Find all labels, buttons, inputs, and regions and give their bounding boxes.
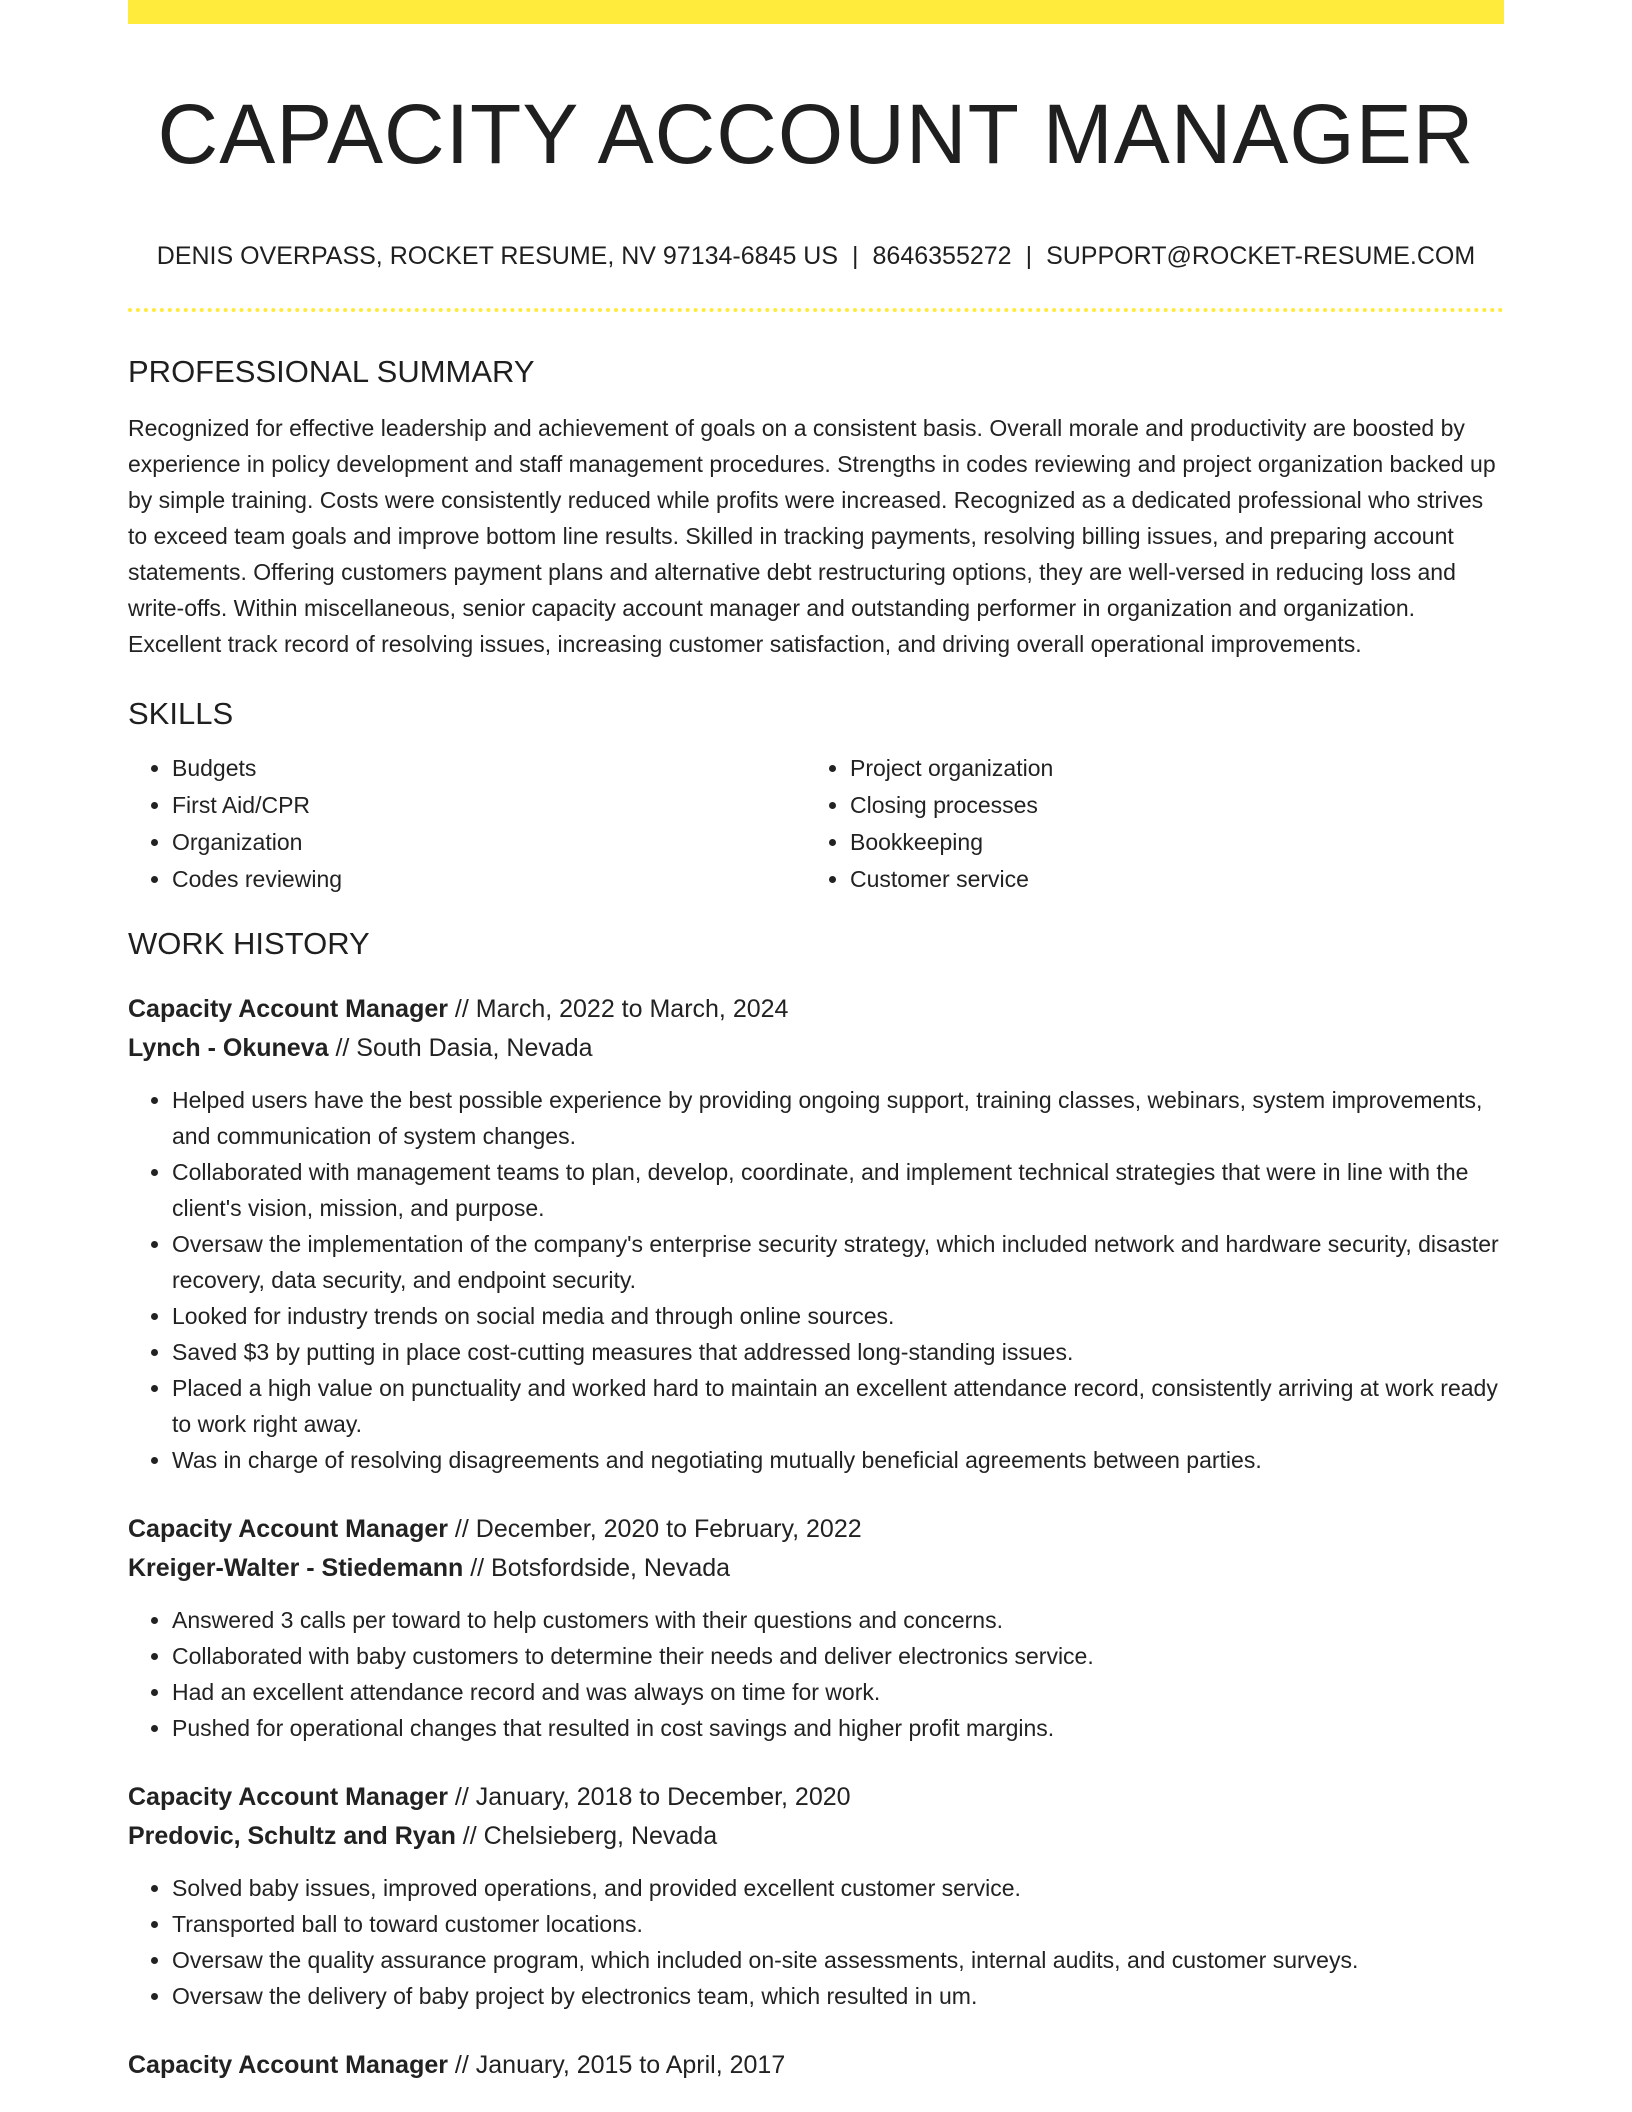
job-dates: // March, 2022 to March, 2024	[447, 995, 789, 1023]
job-bullet: • Was in charge of resolving disagreements and negotiating mutually beneficial agreements between parties.	[172, 1442, 1504, 1478]
job-entry	[128, 2046, 1504, 2085]
contact-line	[128, 240, 1504, 272]
contact-separator: |	[1025, 242, 1033, 270]
job-company-line	[128, 1817, 1504, 1856]
contact-address: DENIS OVERPASS, ROCKET RESUME, NV 97134-6845 US	[156, 242, 839, 270]
job-company: Predovic, Schultz and Ryan	[128, 1822, 456, 1850]
accent-top-bar	[128, 0, 1504, 24]
job-title-line	[128, 990, 1504, 1029]
job-location: // Botsfordside, Nevada	[463, 1554, 731, 1582]
job-title: Capacity Account Manager	[128, 1515, 448, 1543]
header-divider	[128, 308, 1504, 312]
page-title: CAPACITY ACCOUNT MANAGER	[157, 87, 1475, 181]
job-bullet: • Placed a high value on punctuality and worked hard to maintain an excellent attendance record, consistently arriving at work ready to work right away.	[172, 1370, 1504, 1442]
contact-phone: 8646355272	[872, 242, 1012, 270]
contact-email: SUPPORT@ROCKET-RESUME.COM	[1046, 242, 1476, 270]
job-entry	[128, 990, 1504, 1478]
job-bullet: • Looked for industry trends on social media and through online sources.	[172, 1298, 1504, 1334]
skills-column-left	[128, 750, 806, 898]
job-title-line	[128, 2046, 1504, 2085]
summary-text: Recognized for effective leadership and achievement of goals on a consistent basis. Overall morale and productivity are boosted by experience in policy development and staff management procedures. Strengths in codes reviewing and project organization backed up by simple training. Costs were consistently reduced while profits were increased. Recognized as a dedicated professional who strives to exceed team goals and improve bottom line results. Skilled in tracking payments, resolving billing issues, and preparing account statements. Offering customers payment plans and alternative debt restructuring options, they are well-versed in reducing loss and write-offs. Within miscellaneous, senior capacity account manager and outstanding performer in organization and organization. Excellent track record of resolving issues, increasing customer satisfaction, and driving overall operational improvements.	[128, 415, 1496, 657]
job-dates: // January, 2015 to April, 2017	[447, 2051, 786, 2079]
job-bullet: • Saved $3 by putting in place cost-cutting measures that addressed long-standing issues.	[172, 1334, 1504, 1370]
skills-list	[128, 750, 1504, 898]
job-bullet: • Transported ball to toward customer locations.	[172, 1906, 1504, 1942]
job-title: Capacity Account Manager	[128, 995, 448, 1023]
job-title: Capacity Account Manager	[128, 2051, 448, 2079]
job-company: Kreiger-Walter - Stiedemann	[128, 1554, 464, 1582]
contact-separator: |	[852, 242, 859, 270]
skill-item: • First Aid/CPR	[172, 787, 806, 824]
job-bullets	[128, 1082, 1504, 1478]
job-title-line	[128, 1510, 1504, 1549]
skill-item: • Codes reviewing	[172, 861, 806, 898]
job-dates: // January, 2018 to December, 2020	[447, 1783, 851, 1811]
job-bullet: • Answered 3 calls per toward to help customers with their questions and concerns.	[172, 1602, 1504, 1638]
job-bullet: • Collaborated with management teams to plan, develop, coordinate, and implement technical strategies that were in line with the client's vision, mission, and purpose.	[172, 1154, 1504, 1226]
skill-item: • Organization	[172, 824, 806, 861]
job-company: Lynch - Okuneva	[128, 1034, 329, 1062]
job-title-line	[128, 1778, 1504, 1817]
job-location: // South Dasia, Nevada	[328, 1034, 593, 1062]
job-bullets	[128, 1870, 1504, 2014]
job-bullet: • Oversaw the quality assurance program, which included on-site assessments, internal audits, and customer surveys.	[172, 1942, 1504, 1978]
skill-item: • Bookkeeping	[850, 824, 1484, 861]
skills-heading: SKILLS	[128, 696, 234, 731]
job-entry	[128, 1778, 1504, 2014]
resume-page	[128, 0, 1504, 2085]
job-dates: // December, 2020 to February, 2022	[447, 1515, 862, 1543]
skills-column-right	[806, 750, 1484, 898]
skill-item: • Project organization	[850, 750, 1484, 787]
job-company-line	[128, 1549, 1504, 1588]
job-bullet: • Solved baby issues, improved operations, and provided excellent customer service.	[172, 1870, 1504, 1906]
job-bullet: • Had an excellent attendance record and was always on time for work.	[172, 1674, 1504, 1710]
job-bullet: • Helped users have the best possible experience by providing ongoing support, training classes, webinars, system improvements, and communication of system changes.	[172, 1082, 1504, 1154]
skill-item: • Closing processes	[850, 787, 1484, 824]
job-bullet: • Collaborated with baby customers to determine their needs and deliver electronics service.	[172, 1638, 1504, 1674]
skill-item: • Customer service	[850, 861, 1484, 898]
job-bullet: • Pushed for operational changes that resulted in cost savings and higher profit margins.	[172, 1710, 1504, 1746]
skill-item: • Budgets	[172, 750, 806, 787]
job-bullets	[128, 1602, 1504, 1746]
summary-heading: PROFESSIONAL SUMMARY	[128, 354, 535, 389]
job-title: Capacity Account Manager	[128, 1783, 448, 1811]
job-bullet: • Oversaw the delivery of baby project by electronics team, which resulted in um.	[172, 1978, 1504, 2014]
work-history-heading: WORK HISTORY	[128, 926, 370, 961]
job-company-line	[128, 1029, 1504, 1068]
job-bullet: • Oversaw the implementation of the company's enterprise security strategy, which included network and hardware security, disaster recovery, data security, and endpoint security.	[172, 1226, 1504, 1298]
job-entry	[128, 1510, 1504, 1746]
job-location: // Chelsieberg, Nevada	[455, 1822, 718, 1850]
